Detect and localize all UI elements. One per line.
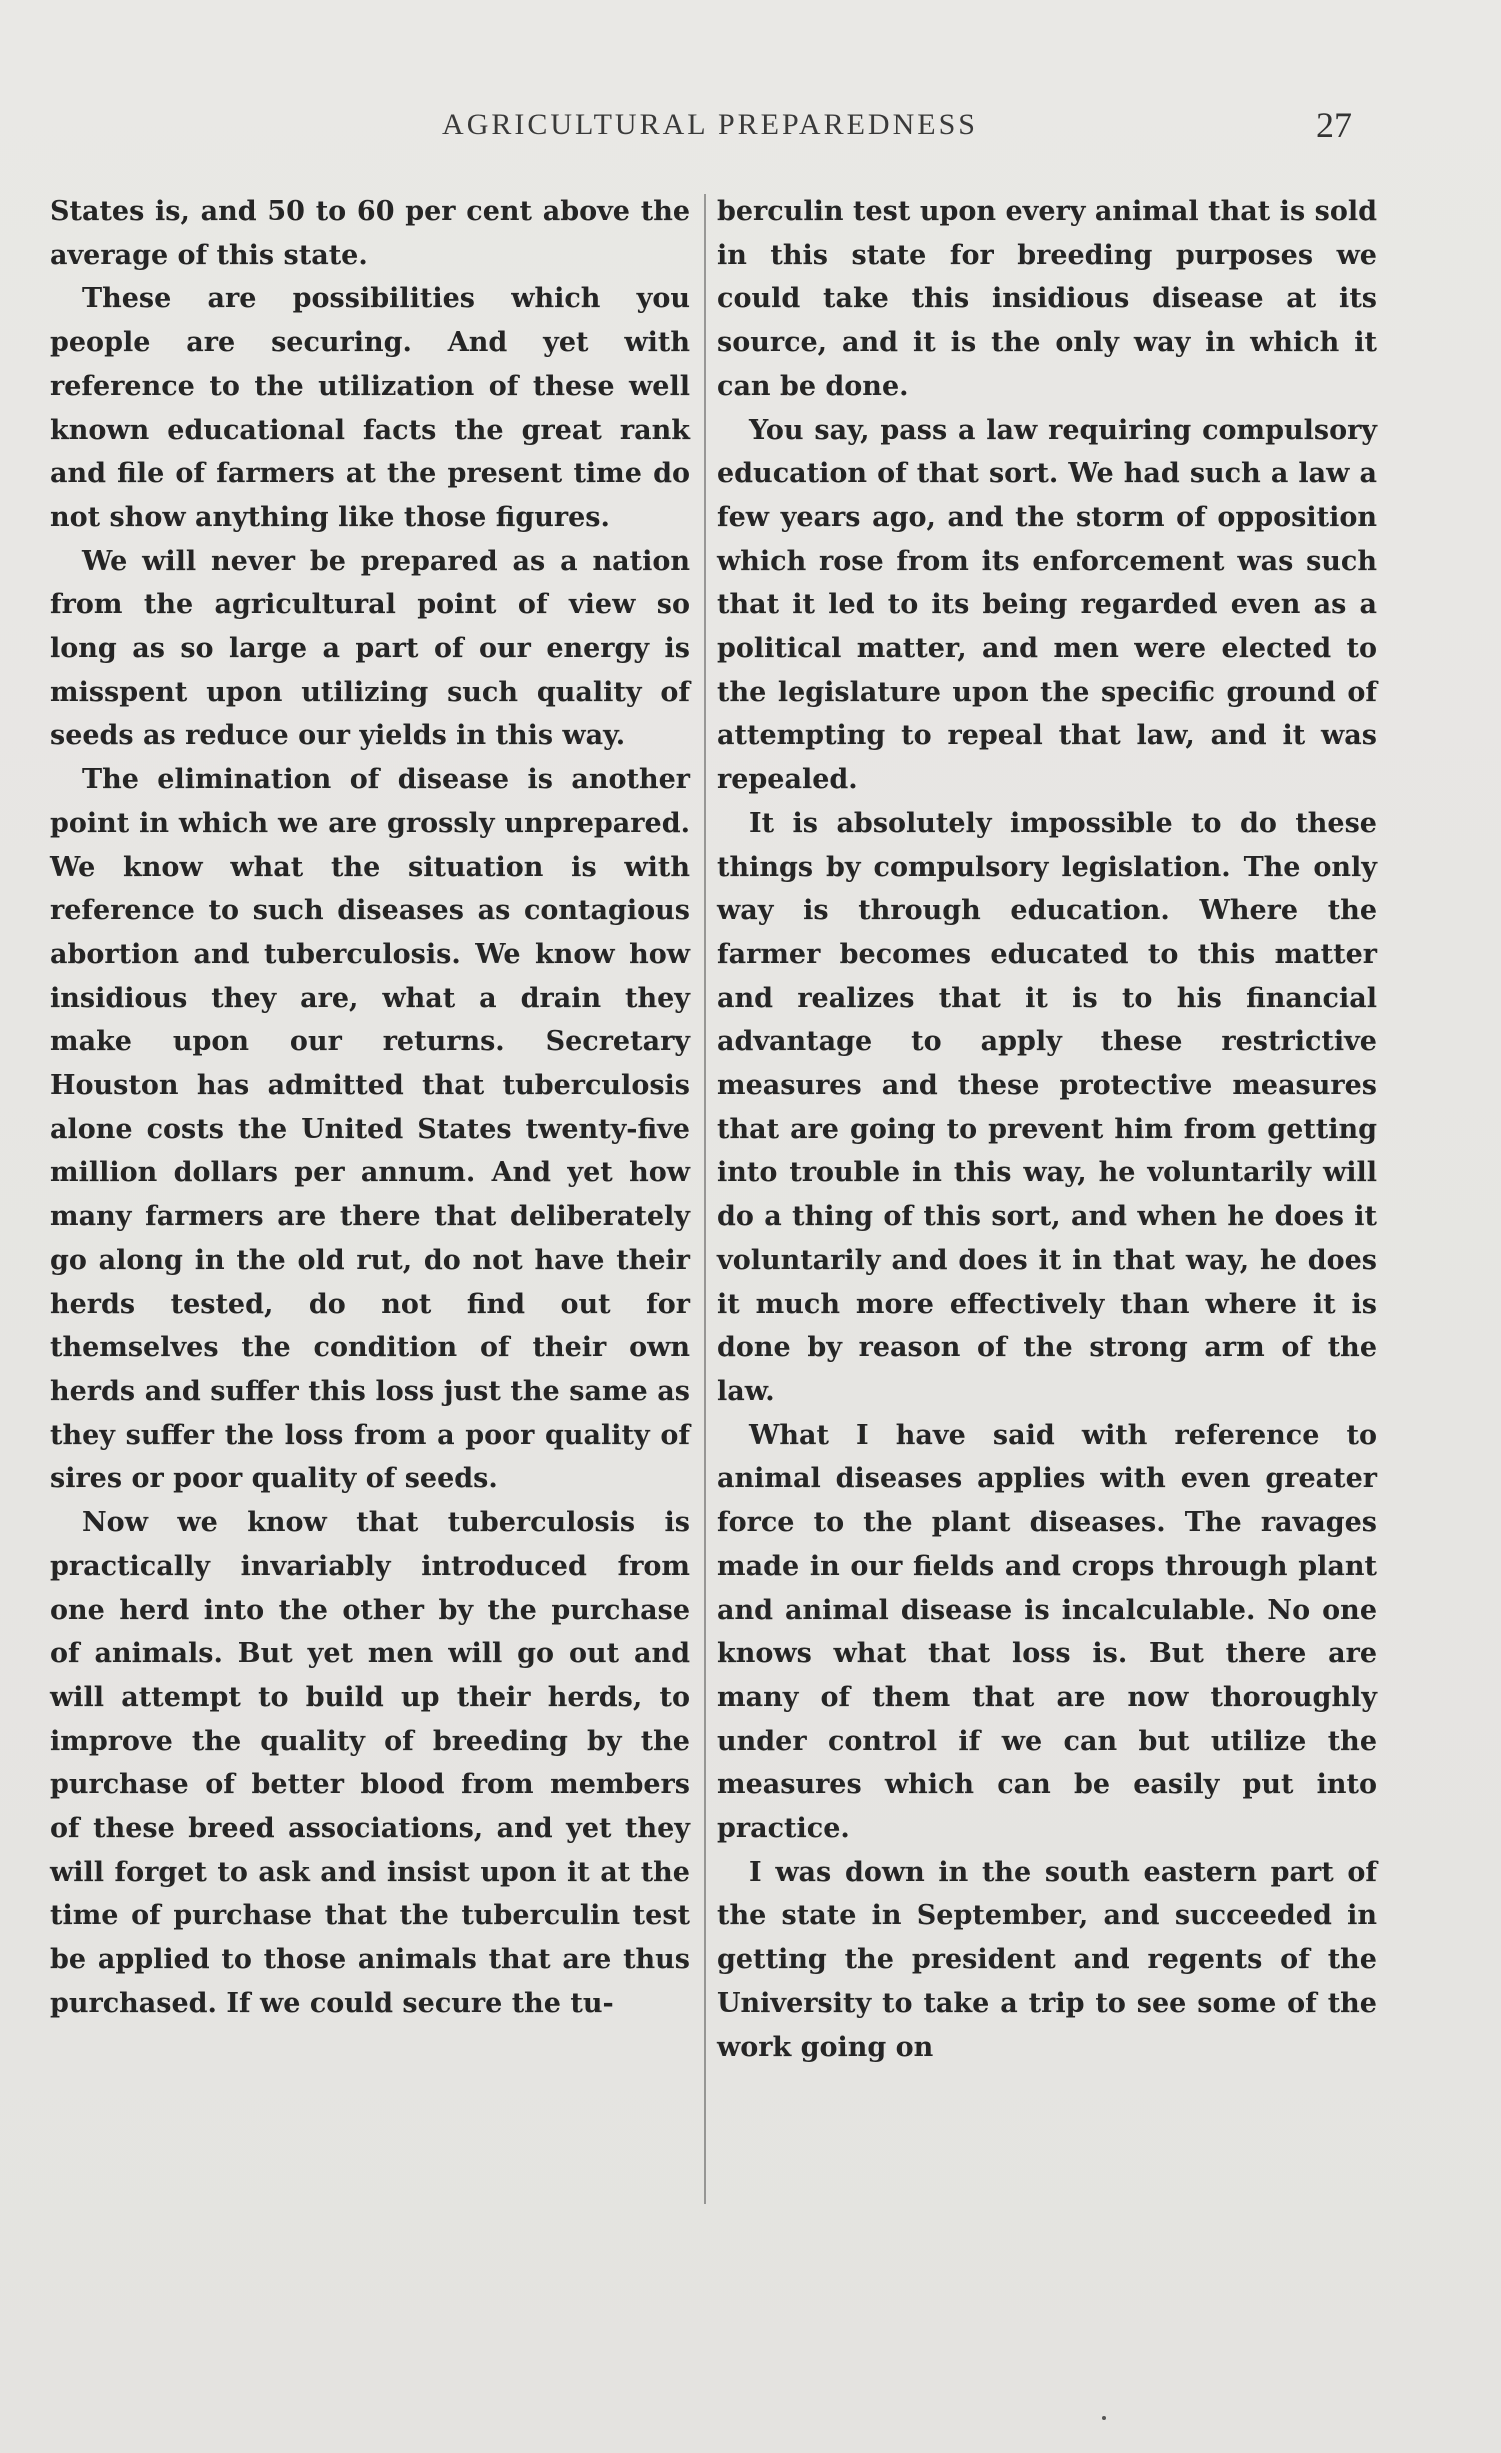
left-column	[50, 190, 690, 2026]
paragraph: What I have said with reference to animal diseases applies with even greater force to the plant diseases. The ravages made in our fields and crops through plant and animal disease is incalculable. No one knows what that loss is. But there are many of them that are now thoroughly under control if we can but utilize the measures which can be easily put into practice.	[717, 1419, 1377, 1845]
paragraph: The elimination of disease is another point in which we are grossly unprepared. We know what the situation is with reference to such diseases as contagious abortion and tuberculosis. We know how insidious they are, what a drain they make upon our returns. Secretary Houston has admitted that tuberculosis alone costs the United States twenty-five million dollars per annum. And yet how many farmers are there that deliberately go along in the old rut, do not have their herds tested, do not find out for themselves the condition of their own herds and suffer this loss just the same as they suffer the loss from a poor quality of sires or poor quality of seeds.	[50, 764, 690, 1495]
paragraph: Now we know that tuberculosis is practically invariably introduced from one herd into the other by the purchase of animals. But yet men will go out and will attempt to build up their herds, to improve the quality of breeding by the purchase of better blood from members of these breed associations, and yet they will forget to ask and insist upon it at the time of purchase that the tuberculin test be applied to those animals that are thus purchased. If we could secure the tu-	[50, 1507, 690, 2019]
print-speck	[1102, 2416, 1106, 2420]
paragraph: I was down in the south eastern part of the state in September, and succeeded in getting the president and regents of the University to take a trip to see some of the work going on	[717, 1856, 1377, 2063]
right-column	[717, 190, 1377, 2069]
paragraph: We will never be prepared as a nation from the agricultural point of view so long as so large a part of our energy is misspent upon utilizing such quality of seeds as reduce our yields in this way.	[50, 545, 690, 752]
paragraph: It is absolutely impossible to do these things by compulsory legislation. The only way is through education. Where the farmer becomes educated to this matter and realizes that it is to his financial advantage to apply these restrictive measures and these protective measures that are going to prevent him from getting into trouble in this way, he voluntarily will do a thing of this sort, and when he does it voluntarily and does it in that way, he does it much more effectively than where it is done by reason of the strong arm of the law.	[717, 807, 1377, 1407]
column-divider	[704, 194, 706, 2204]
paragraph: States is, and 50 to 60 per cent above the average of this state.	[50, 196, 690, 271]
paragraph: These are possibilities which you people are securing. And yet with reference to the utilization of these well known educational facts the great rank and file of farmers at the present time do not show anything like those figures.	[50, 283, 690, 533]
running-head: AGRICULTURAL PREPAREDNESS	[442, 108, 978, 141]
paragraph: berculin test upon every animal that is sold in this state for breeding purposes we could take this insidious disease at its source, and it is the only way in which it can be done.	[717, 196, 1377, 402]
page-number: 27	[1316, 105, 1352, 145]
paragraph: You say, pass a law requiring compulsory education of that sort. We had such a law a few years ago, and the storm of opposition which rose from its enforcement was such that it led to its being regarded even as a political matter, and men were elected to the legislature upon the specific ground of attempting to repeal that law, and it was repealed.	[717, 414, 1377, 796]
